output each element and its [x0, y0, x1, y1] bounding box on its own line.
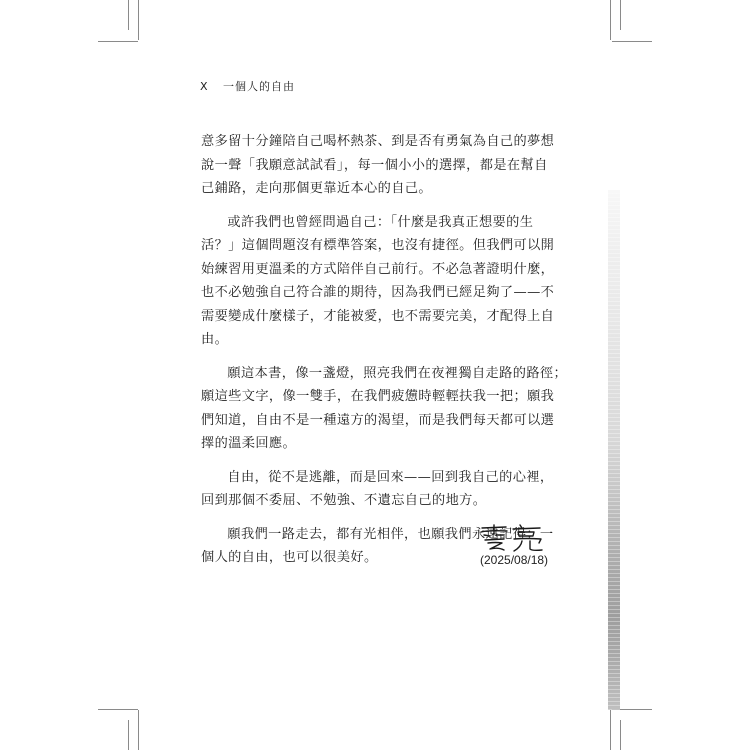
signature-date: (2025/08/18) — [480, 553, 549, 567]
text-line: 意多留十分鐘陪自己喝杯熱茶、到是否有勇氣為自己的夢想 — [201, 134, 555, 149]
paragraph — [201, 130, 555, 201]
paragraph — [201, 211, 555, 352]
crop-mark-top-right-h — [612, 41, 652, 42]
text-line: 說一聲「我願意試試看」，每一個小小的選擇，都是在幫自 — [201, 157, 548, 173]
crop-mark-bottom-left-v2 — [128, 720, 129, 750]
text-line: 需要變成什麼樣子，才能被愛，也不需要完美，才配得上自 — [201, 308, 555, 324]
text-line: 擇的溫柔回應。 — [201, 436, 297, 451]
text-line: 願我們一路走去，都有光相伴，也願我們永遠記得：一 — [227, 526, 554, 542]
text-line: 們知道，自由不是一種遠方的渴望，而是我們每天都可以選 — [201, 412, 555, 428]
paragraph — [201, 362, 568, 456]
book-title: 一個人的自由 — [223, 80, 296, 93]
text-line: 始練習用更溫柔的方式陪伴自己前行。不必急著證明什麼， — [201, 261, 555, 277]
page-folio: X — [200, 80, 209, 93]
text-line: 願這本書，像一盞燈，照亮我們在夜裡獨自走路的路徑； — [227, 365, 568, 381]
text-line: 回到那個不委屈、不勉強、不遺忘自己的地方。 — [201, 493, 487, 508]
crop-mark-top-left-v2 — [128, 0, 129, 30]
crop-mark-top-left-h — [98, 41, 138, 42]
text-line: 也不必勉強自己符合誰的期待，因為我們已經足夠了——不 — [201, 285, 555, 300]
crop-mark-bottom-left-h — [98, 709, 138, 710]
text-line: 自由，從不是逃離，而是回來——回到我自己的心裡， — [227, 469, 554, 485]
text-line: 由。 — [201, 332, 229, 347]
crop-mark-bottom-right-v — [610, 710, 611, 750]
crop-mark-top-right-v — [610, 0, 611, 40]
handwritten-signature — [476, 522, 548, 554]
paragraph — [201, 466, 554, 513]
photo-bleed-strip — [608, 190, 620, 710]
text-line: 個人的自由，也可以很美好。 — [201, 550, 378, 565]
crop-mark-bottom-left-v — [138, 710, 139, 750]
crop-mark-top-left-v — [138, 0, 139, 40]
body-text — [201, 130, 568, 580]
text-line: 活？」這個問題沒有標準答案，也沒有捷徑。但我們可以開 — [201, 238, 555, 253]
crop-mark-top-right-v2 — [620, 0, 621, 30]
text-line: 願這些文字，像一雙手，在我們疲憊時輕輕扶我一把；願我 — [201, 389, 555, 404]
text-line: 己鋪路，走向那個更靠近本心的自己。 — [201, 181, 432, 196]
running-header — [200, 78, 295, 94]
crop-mark-bottom-right-v2 — [620, 720, 621, 750]
text-line: 或許我們也曾經問過自己：「什麼是我真正想要的生 — [227, 214, 534, 230]
